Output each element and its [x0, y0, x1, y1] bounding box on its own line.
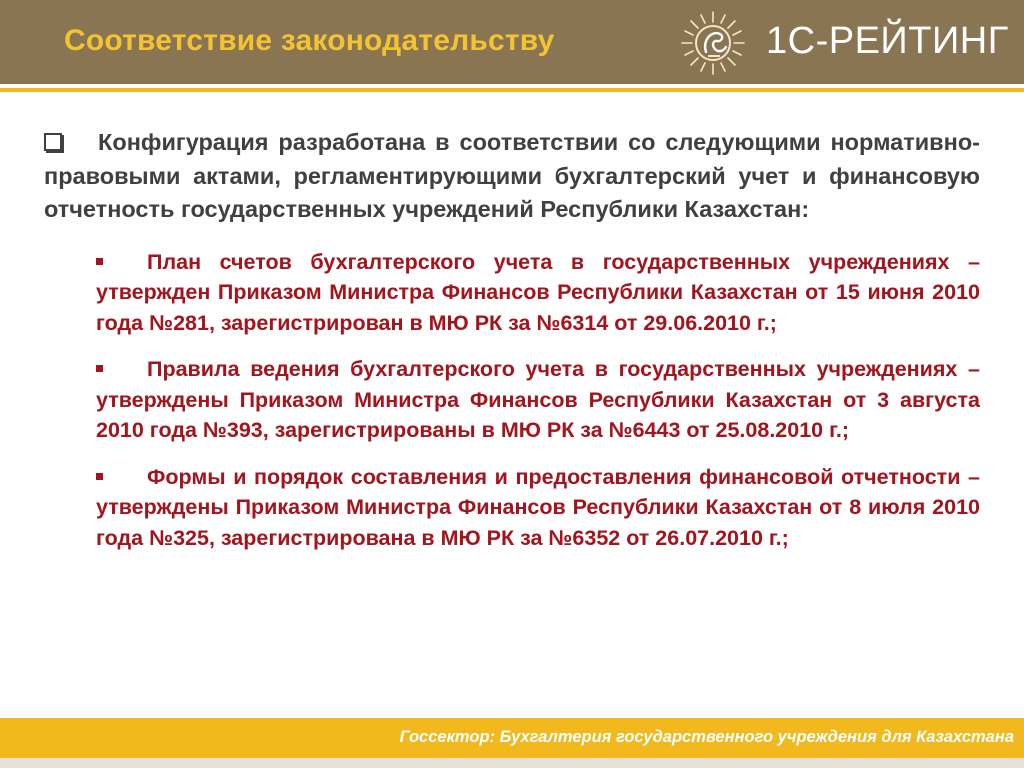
square-bullet-icon	[96, 473, 103, 480]
list-item	[96, 462, 980, 554]
checkbox-bullet-icon	[44, 133, 62, 151]
list-item-text: Правила ведения бухгалтерского учета в государственных учреждениях – утверждены Приказом Министра Финансов Республики Казахстан от 3 августа 2010 года №393, зарегистрированы в МЮ РК за №6443 от 25.08.2010 г.;	[96, 357, 980, 442]
intro-text: Конфигурация разработана в соответствии со следующими нормативно-правовыми актами, регламентирующими бухгалтерский учет и финансовую отчетность государственных учреждений Республики Казахстан:	[44, 129, 980, 222]
list-item-text: Формы и порядок составления и предоставления финансовой отчетности – утверждены Приказом Министра Финансов Республики Казахстан от 8 июля 2010 года №325, зарегистрирована в МЮ РК за №6352 от 26.07.2010 г.;	[96, 464, 980, 550]
header-divider	[0, 88, 1024, 92]
square-bullet-icon	[96, 365, 103, 372]
list-item-text: План счетов бухгалтерского учета в государственных учреждениях – утвержден Приказом Министра Финансов Республики Казахстан от 15 июня 2010 года №281, зарегистрирован в МЮ РК за №6314 от 29.06.2010 г.;	[96, 249, 980, 335]
main-content	[44, 126, 980, 569]
brand-name: 1С-РЕЙТИНГ	[766, 20, 1009, 62]
footer-caption: Госсектор: Бухгалтерия государственного учреждения для Казахстана	[399, 728, 1014, 746]
1c-logo-icon	[680, 10, 746, 76]
intro-paragraph	[44, 126, 980, 227]
header-bar	[0, 0, 1024, 84]
list-item	[96, 354, 980, 446]
list-item	[96, 247, 980, 339]
square-bullet-icon	[96, 258, 103, 265]
footer-bottom-strip	[0, 758, 1024, 768]
page-title: Соответствие законодательству	[64, 24, 555, 57]
regulations-list	[96, 247, 980, 554]
